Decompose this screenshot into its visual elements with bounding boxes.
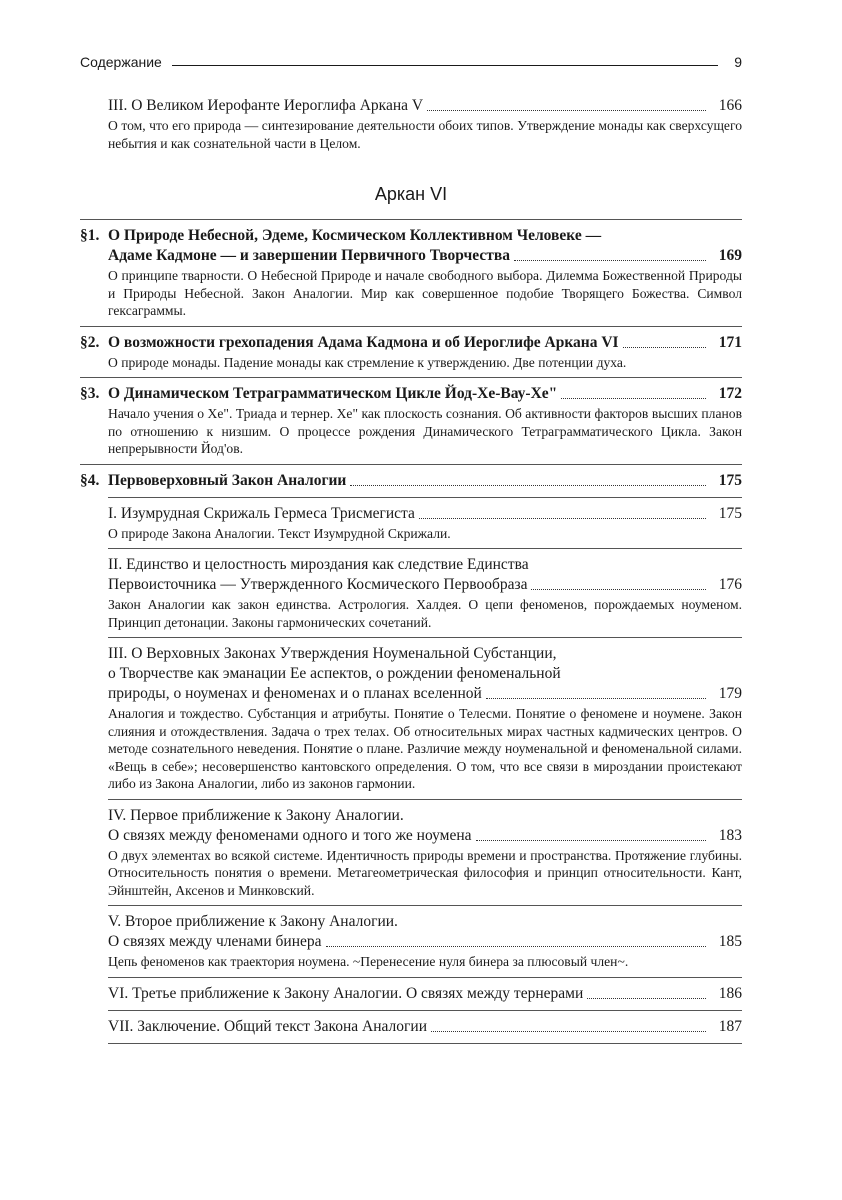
toc-entry-line (108, 96, 742, 116)
toc-content (80, 96, 742, 1050)
toc-section-4[interactable] (80, 464, 742, 491)
subentry-title: О связях между членами бинера (108, 933, 322, 950)
section-divider (108, 1010, 742, 1011)
toc-subentry-1[interactable] (80, 504, 742, 543)
leader-dots (431, 1031, 706, 1032)
leader-dots (587, 998, 706, 999)
section-divider (108, 497, 742, 498)
leader-dots (486, 698, 706, 699)
subentry-line (108, 575, 742, 595)
toc-entry-top[interactable] (80, 96, 742, 152)
subentry-title: VI. Третье приближение к Закону Аналогии. О связях между тернерами (108, 984, 584, 1002)
subentry-page: 175 (718, 504, 742, 522)
subentry-title: VII. Заключение. Общий текст Закона Аналогии (108, 1017, 427, 1035)
toc-subentry-5[interactable] (80, 912, 742, 971)
subentry-page: 179 (718, 685, 742, 702)
subentry-desc: Цепь феноменов как траектория ноумена. ~Перенесение нуля бинера за плюсовый член~. (108, 954, 629, 969)
section-title-line-last (108, 471, 742, 491)
section-divider (108, 905, 742, 906)
subentry-title-line: V. Второе приближение к Закону Аналогии. (108, 913, 398, 930)
section-desc: О принципе тварности. О Небесной Природе и начале свободного выбора. Дилемма Божественной Природы и Природы Небесной. Закон Аналогии. Мир как совершенное подобие Творящего Божества. Символ гексаграммы. (108, 268, 742, 318)
toc-subentry-6[interactable] (80, 984, 742, 1004)
subentry-title: О связях между феноменами одного и того же ноумена (108, 826, 472, 844)
toc-section-2[interactable] (80, 326, 742, 372)
page-header (80, 50, 742, 70)
section-desc: Начало учения о Хе". Триада и тернер. Хе" как плоскость сознания. Об активности факторов высших планов по отношению к низшим. О процессе рождения Динамического Тетраграмматического Цикла. Закон непрерывности Йод'ов. (108, 406, 742, 456)
section-page: 171 (718, 333, 742, 351)
subentry-desc: О двух элементах во всякой системе. Идентичность природы времени и пространства. Протяжение глубины. Относительность понятия о времени. Метагеометрическая философия и принцип относительности. Кант, Эйнштейн, Аксенов и Минковский. (108, 847, 742, 898)
leader-dots (419, 518, 706, 519)
section-divider (108, 548, 742, 549)
toc-subentry-7[interactable] (80, 1017, 742, 1037)
toc-subentry-2[interactable] (80, 555, 742, 631)
subentry-line (108, 504, 742, 524)
subentry-title: Первоисточника — Утвержденного Космического Первообраза (108, 576, 528, 593)
toc-subentry-3[interactable] (80, 644, 742, 793)
section-desc: О природе монады. Падение монады как стремление к утверждению. Две потенции духа. (108, 354, 627, 370)
section-title-line: О Природе Небесной, Эдеме, Космическом Коллективном Человеке — (108, 227, 602, 244)
section-page: 175 (718, 471, 742, 489)
subentry-desc: О природе Закона Аналогии. Текст Изумрудной Скрижали. (108, 525, 451, 541)
subentry-line (108, 1017, 742, 1037)
subentry-line (108, 826, 742, 846)
subentry-title: природы, о ноуменах и феноменах и о планах вселенной (108, 685, 482, 702)
subentry-title-line: IV. Первое приближение к Закону Аналогии. (108, 806, 404, 824)
subentry-line (108, 932, 742, 952)
subentry-line (108, 984, 742, 1004)
subentry-page: 183 (718, 826, 742, 844)
subentry-desc: Закон Аналогии как закон единства. Астрология. Халдея. О цепи феноменов, порождаемых ноуменом. Принцип детонации. Законы гармонических сочетаний. (108, 597, 742, 630)
toc-entry-page: 166 (718, 97, 742, 114)
section-title: Адаме Кадмоне — и завершении Первичного Творчества (108, 247, 510, 264)
section-divider (108, 799, 742, 800)
section-divider (108, 1043, 742, 1044)
section-title-line-last (108, 333, 742, 353)
subentry-title-line: III. О Верховных Законах Утверждения Ноуменальной Субстанции, (108, 645, 557, 662)
subentry-line (108, 684, 742, 704)
section-page: 172 (718, 385, 742, 402)
leader-dots (561, 398, 706, 399)
section-number: §2. (80, 333, 100, 351)
section-title: Первоверховный Закон Аналогии (108, 471, 347, 489)
leader-dots (514, 260, 706, 261)
section-title: О Динамическом Тетраграмматическом Цикле Йод-Хе-Вау-Хе" (108, 385, 558, 402)
subentry-page: 176 (718, 576, 742, 593)
section-title-line-last (108, 246, 742, 266)
subentry-page: 185 (718, 933, 742, 950)
toc-section-1[interactable] (80, 219, 742, 320)
subentry-title: I. Изумрудная Скрижаль Гермеса Трисмегиста (108, 504, 415, 522)
section-title: О возможности грехопадения Адама Кадмона и об Иероглифе Аркана VI (108, 333, 619, 351)
subentry-page: 187 (718, 1017, 742, 1035)
subentry-desc: Аналогия и тождество. Субстанция и атрибуты. Понятие о Телесми. Понятие о феномене и ноумене. Закон слияния и отождествления. Задача о трех телах. Об относительных мирах частных кадмических центров. О методе сознательного неведения. Понятие о плане. Различие между ноуменальной и феноменальной силами. «Вещь в себе»; несовершенство кантовского определения. О том, что все связи в мироздании проистекают либо из Закона Аналогии, либо из законов гармонии. (108, 706, 742, 791)
section-number: §3. (80, 385, 100, 402)
leader-dots (531, 589, 706, 590)
toc-entry-title: III. О Великом Иерофанте Иероглифа Аркана V (108, 97, 424, 114)
toc-subentry-4[interactable] (80, 806, 742, 900)
leader-dots (326, 946, 706, 947)
subentry-title-line: о Творчестве как эманации Ее аспектов, о рождении феноменальной (108, 665, 561, 682)
leader-dots (476, 840, 706, 841)
header-page-number: 9 (734, 54, 742, 70)
header-rule (172, 65, 718, 66)
toc-entry-desc: О том, что его природа — синтезирование деятельности обоих типов. Утверждение монады как сверхсущего небытия и как сознательной части в Целом. (108, 118, 742, 151)
subentry-title-line: II. Единство и целостность мироздания как следствие Единства (108, 556, 529, 573)
section-divider (108, 977, 742, 978)
section-number: §1. (80, 227, 100, 244)
arkan-heading: Аркан VI (374, 184, 448, 204)
header-title: Содержание (80, 54, 162, 70)
toc-section-3[interactable] (80, 377, 742, 458)
subentry-page: 186 (718, 984, 742, 1002)
leader-dots (623, 347, 706, 348)
leader-dots (427, 110, 706, 111)
section-title-line-last (108, 384, 742, 404)
leader-dots (350, 485, 706, 486)
section-number: §4. (80, 471, 100, 489)
section-page: 169 (718, 247, 742, 264)
section-divider (108, 637, 742, 638)
